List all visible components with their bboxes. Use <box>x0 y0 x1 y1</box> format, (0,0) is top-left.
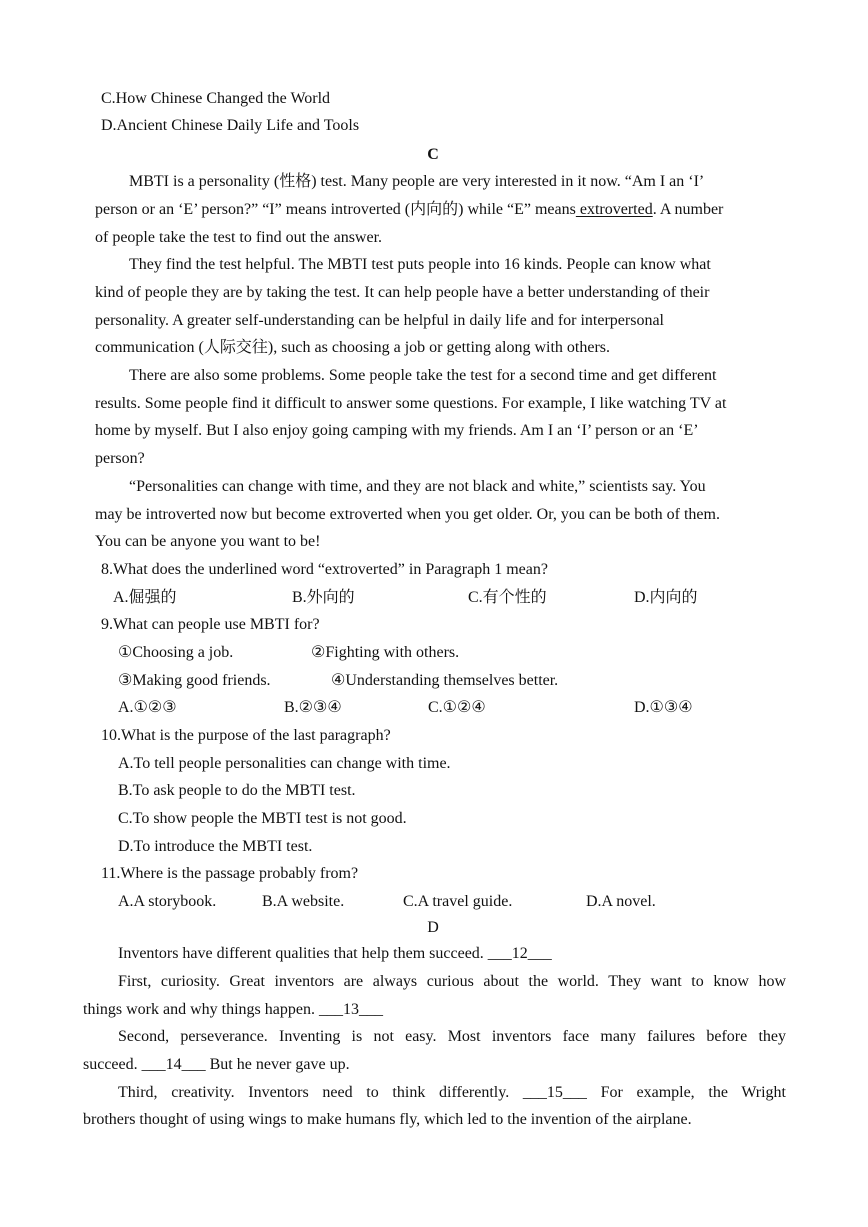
c-p2-line2: kind of people they are by taking the test. It can help people have a better understanding of their <box>95 284 710 301</box>
q9-option-d[interactable]: D.①③④ <box>634 699 693 716</box>
c-p2-line3: personality. A greater self-understanding can be helpful in daily life and for interpersonal <box>95 312 664 329</box>
prev-option-c: C.How Chinese Changed the World <box>101 90 331 107</box>
d-line5: succeed. ___14___ But he never gave up. <box>83 1056 350 1073</box>
q9-option-c[interactable]: C.①②④ <box>428 699 486 716</box>
q11-option-a[interactable]: A.A storybook. <box>118 893 217 910</box>
q8-option-a[interactable]: A.倔强的 <box>113 589 177 606</box>
section-c-heading: C <box>427 146 439 163</box>
q10-stem: 10.What is the purpose of the last paragraph? <box>101 727 391 744</box>
q10-option-d[interactable]: D.To introduce the MBTI test. <box>118 838 313 855</box>
c-p2-line4: communication (人际交往), such as choosing a job or getting along with others. <box>95 339 611 356</box>
q9-option-b[interactable]: B.②③④ <box>284 699 342 716</box>
q9-option-a[interactable]: A.①②③ <box>118 699 177 716</box>
q9-stem: 9.What can people use MBTI for? <box>101 616 320 633</box>
q9-item-1: ①Choosing a job. <box>118 644 234 661</box>
prev-option-d: D.Ancient Chinese Daily Life and Tools <box>101 117 360 134</box>
c-p4-line2: may be introverted now but become extroverted when you get older. Or, you can be both of them. <box>95 506 720 523</box>
d-line3: things work and why things happen. ___13___ <box>83 1001 383 1018</box>
c-p3-line1: There are also some problems. Some people take the test for a second time and get different <box>129 367 717 384</box>
q11-option-c[interactable]: C.A travel guide. <box>403 893 513 910</box>
d-line6: Third, creativity. Inventors need to think differently. ___15___ For example, the Wright <box>118 1084 786 1101</box>
section-d-heading: D <box>427 919 439 936</box>
q10-option-b[interactable]: B.To ask people to do the MBTI test. <box>118 782 356 799</box>
q11-stem: 11.Where is the passage probably from? <box>101 865 359 882</box>
q8-option-b[interactable]: B.外向的 <box>292 589 355 606</box>
q9-item-2: ②Fighting with others. <box>311 644 460 661</box>
c-p3-line2: results. Some people find it difficult to answer some questions. For example, I like watching TV at <box>95 395 727 412</box>
c-p3-line3: home by myself. But I also enjoy going camping with my friends. Am I an ‘I’ person or an ‘E’ <box>95 422 699 439</box>
q8-option-d[interactable]: D.内向的 <box>634 589 698 606</box>
d-line7: brothers thought of using wings to make humans fly, which led to the invention of the airplane. <box>83 1111 692 1128</box>
d-line4: Second, perseverance. Inventing is not easy. Most inventors face many failures before they <box>118 1028 786 1045</box>
q10-option-a[interactable]: A.To tell people personalities can change with time. <box>118 755 451 772</box>
c-p2-line1: They find the test helpful. The MBTI test puts people into 16 kinds. People can know what <box>129 256 711 273</box>
q8-stem: 8.What does the underlined word “extroverted” in Paragraph 1 mean? <box>101 561 548 578</box>
q9-item-3: ③Making good friends. <box>118 672 271 689</box>
q11-option-b[interactable]: B.A website. <box>262 893 345 910</box>
c-p4-line1: “Personalities can change with time, and they are not black and white,” scientists say. You <box>129 478 706 495</box>
underlined-word: extroverted <box>575 201 653 218</box>
d-line2: First, curiosity. Great inventors are always curious about the world. They want to know how <box>118 973 786 990</box>
c-p1-line3: of people take the test to find out the answer. <box>95 229 383 246</box>
q8-option-c[interactable]: C.有个性的 <box>468 589 547 606</box>
c-p1-line2: person or an ‘E’ person?” “I” means introverted (内向的) while “E” means extroverted. A number <box>95 201 724 218</box>
q9-item-4: ④Understanding themselves better. <box>331 672 559 689</box>
q10-option-c[interactable]: C.To show people the MBTI test is not good. <box>118 810 407 827</box>
c-p1-line1: MBTI is a personality (性格) test. Many people are very interested in it now. “Am I an ‘I’ <box>129 173 705 190</box>
q11-option-d[interactable]: D.A novel. <box>586 893 656 910</box>
d-line1: Inventors have different qualities that help them succeed. ___12___ <box>118 945 552 962</box>
c-p3-line4: person? <box>95 450 145 467</box>
c-p4-line3: You can be anyone you want to be! <box>95 533 321 550</box>
